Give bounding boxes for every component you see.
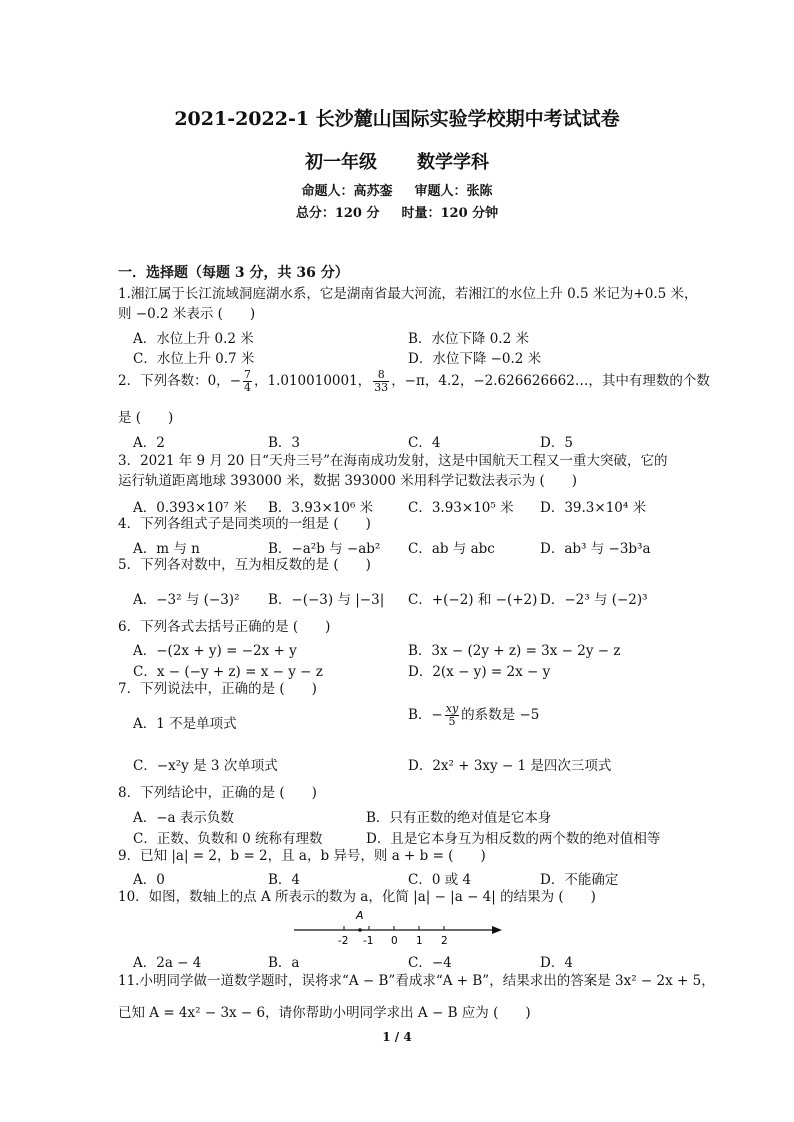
q10-stem: 10．如图，数轴上的点 A 所表示的数为 a，化简 |a| − |a − 4| 的结果为 ( ) [118, 889, 596, 905]
q4-stem: 4．下列各组式子是同类项的一组是 ( ) [118, 516, 371, 532]
q2-option-c: C．4 [408, 435, 441, 451]
point-a-dot [358, 928, 362, 932]
number-line-arrow [492, 926, 502, 934]
grade-label: 初一年级 [305, 152, 377, 173]
q4-option-d: D．ab³ 与 −3b³a [540, 541, 651, 557]
q1-stem-line2: 则 −0.2 米表示 ( ) [118, 306, 256, 322]
q9-option-a: A．0 [133, 872, 165, 888]
q6-option-b: B．3x − (2y + z) = 3x − 2y − z [408, 643, 621, 659]
q6-option-c: C．x − (−y + z) = x − y − z [133, 664, 323, 680]
q5-option-b: B．−(−3) 与 |−3| [268, 592, 385, 608]
q3-option-c: C．3.93×10⁵ 米 [408, 500, 514, 516]
tick-label-2: 2 [441, 935, 448, 947]
q2-post: ，−π，4.2，−2.626626662…，其中有理数的个数 [391, 373, 710, 389]
q4-option-c: C．ab 与 abc [408, 541, 495, 557]
q7-b-sign: − [431, 707, 443, 723]
tick-label-0: 0 [391, 935, 398, 947]
q7-option-a: A．1 不是单项式 [133, 716, 237, 732]
q2-pre: 2．下列各数：0， [118, 373, 230, 389]
q7-option-c: C．−x²y 是 3 次单项式 [133, 758, 278, 774]
q2-f2-den: 33 [374, 381, 389, 394]
page-number: 1 / 4 [382, 1030, 412, 1044]
point-a-label: A [356, 909, 364, 922]
section-heading: 一．选择题（每题 3 分，共 36 分） [118, 265, 349, 281]
q3-option-d: D．39.3×10⁴ 米 [540, 500, 647, 516]
q10-option-c: C．−4 [408, 955, 452, 971]
q3-option-a: A．0.393×10⁷ 米 [133, 500, 247, 516]
q1-option-c: C．水位上升 0.7 米 [133, 351, 255, 367]
subject-label: 数学学科 [417, 152, 489, 173]
q2-option-d: D．5 [540, 435, 573, 451]
q4-option-b: B．−a²b 与 −ab² [268, 541, 381, 557]
setter: 命题人：高苏銮 [301, 184, 393, 199]
q8-option-b: B．只有正数的绝对值是它本身 [366, 810, 552, 826]
q2-fraction-1 [243, 369, 252, 394]
q9-option-d: D．不能确定 [540, 872, 619, 888]
q8-option-c: C．正数、负数和 0 统称有理数 [133, 831, 323, 847]
q7-b-suffix: 的系数是 −5 [461, 707, 540, 723]
q9-option-b: B．4 [268, 872, 301, 888]
q8-option-d: D．且是它本身互为相反数的两个数的绝对值相等 [366, 831, 661, 847]
q1-option-d: D．水位下降 −0.2 米 [408, 351, 542, 367]
q7-b-den: 5 [448, 715, 456, 728]
q10-option-a: A．2a − 4 [133, 955, 202, 971]
q3-option-b: B．3.93×10⁶ 米 [268, 500, 374, 516]
q10-option-d: D．4 [540, 955, 573, 971]
q6-option-d: D．2(x − y) = 2x − y [408, 664, 551, 680]
q7-stem: 7．下列说法中，正确的是 ( ) [118, 681, 317, 697]
q5-stem: 5．下列各对数中，互为相反数的是 ( ) [118, 557, 371, 573]
q5-option-d: D．−2³ 与 (−2)³ [540, 592, 648, 608]
number-line-figure [290, 906, 510, 950]
q6-stem: 6．下列各式去括号正确的是 ( ) [118, 619, 331, 635]
q7-option-d: D．2x² + 3xy − 1 是四次三项式 [408, 758, 612, 774]
q5-option-c: C．+(−2) 和 −(+2) [408, 592, 538, 608]
q2-fraction-2 [373, 369, 389, 394]
q10-option-b: B．a [268, 955, 300, 971]
total-score: 总分：120 分 [295, 206, 380, 221]
time-limit: 时量：120 分钟 [401, 206, 499, 221]
q7-b-fraction [445, 703, 459, 728]
q3-stem-line1: 3．2021 年 9 月 20 日“天舟三号”在海南成功发射，这是中国航天工程又一重大突破，它的 [118, 453, 668, 469]
tick-label-neg1: -1 [363, 935, 374, 947]
reviewer: 审题人：张陈 [414, 184, 493, 199]
exam-title: 2021-2022-1 长沙麓山国际实验学校期中考试试卷 [174, 108, 620, 130]
q2-option-b: B．3 [268, 435, 301, 451]
q6-option-a: A．−(2x + y) = −2x + y [133, 643, 297, 659]
q8-stem: 8．下列结论中，正确的是 ( ) [118, 785, 317, 801]
q5-option-a: A．−3² 与 (−3)² [133, 592, 240, 608]
q2-f1-num: 7 [244, 368, 251, 381]
q1-stem-line1: 1.湘江属于长江流域洞庭湖水系，它是湖南省最大河流，若湘江的水位上升 0.5 米记为+0.5 米， [118, 286, 698, 302]
grade-subject [0, 148, 794, 174]
q9-option-c: C．0 或 4 [408, 872, 472, 888]
q7-option-b [408, 700, 539, 730]
q3-stem-line2: 运行轨道距离地球 393000 米，数据 393000 米用科学记数法表示为 ( ) [118, 473, 578, 489]
q2-stem-line1 [118, 366, 710, 396]
authors-line [0, 180, 794, 199]
q7-b-num: xy [445, 702, 459, 715]
tick-label-1: 1 [416, 935, 423, 947]
q2-f2-num: 8 [373, 369, 389, 382]
q1-option-a: A．水位上升 0.2 米 [133, 331, 254, 347]
q9-stem: 9．已知 |a| = 2，b = 2，且 a，b 异号，则 a + b = ( ) [118, 848, 486, 864]
q7-b-prefix: B． [408, 707, 432, 723]
q2-f1-den: 4 [244, 381, 251, 394]
q2-f1-sign: − [229, 373, 241, 389]
q2-option-a: A．2 [133, 435, 165, 451]
q2-mid: ，1.010010001， [254, 373, 372, 389]
q11-stem-line2: 已知 A = 4x² − 3x − 6，请你帮助小明同学求出 A − B 应为 ( ) [118, 1005, 531, 1021]
tick-label-neg2: -2 [338, 935, 349, 947]
q11-stem-line1: 11.小明同学做一道数学题时，误将求“A − B”看成求“A + B”，结果求出的答案是 3x² − 2x + 5， [118, 973, 715, 989]
q1-option-b: B．水位下降 0.2 米 [408, 331, 529, 347]
q4-option-a: A．m 与 n [133, 541, 200, 557]
q8-option-a: A．−a 表示负数 [133, 810, 234, 826]
score-time-line [0, 202, 794, 221]
q2-stem-line2: 是 ( ) [118, 410, 174, 426]
